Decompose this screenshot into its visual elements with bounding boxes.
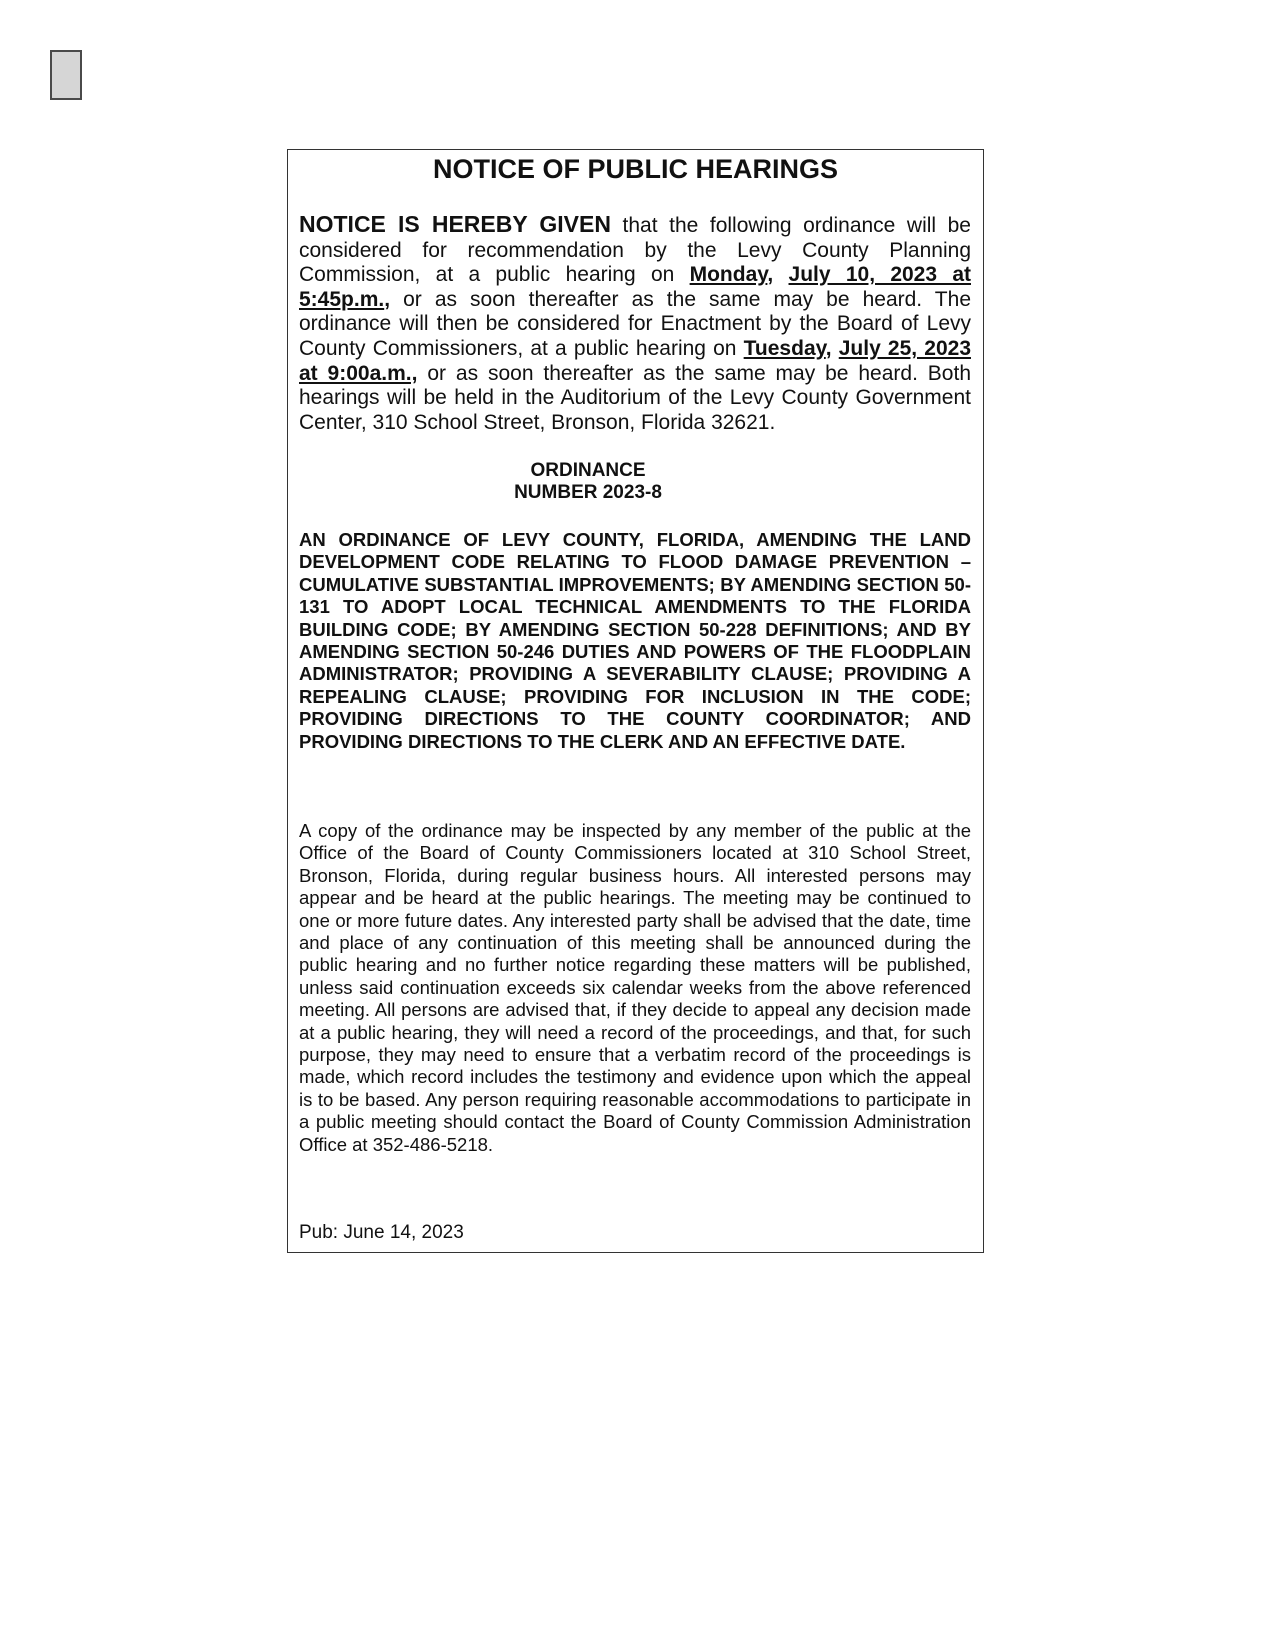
ordinance-heading	[288, 460, 888, 504]
planning-hearing-comma: ,	[384, 287, 391, 311]
publication-date: Pub: June 14, 2023	[299, 1222, 464, 1243]
intro-text-2: or as soon thereafter as the same may be heard. The ordinance will then be considered for Enactment by the Board of Levy County Commissioners, at a public hearing on	[299, 287, 971, 360]
planning-hearing-sep: ,	[767, 263, 789, 287]
intro-lead: NOTICE IS HEREBY GIVEN	[299, 211, 611, 237]
board-hearing-date: July 25, 2023 at 9:00a.m.,	[299, 336, 971, 385]
ordinance-title: AN ORDINANCE OF LEVY COUNTY, FLORIDA, AMENDING THE LAND DEVELOPMENT CODE RELATING TO FLOOD DAMAGE PREVENTION – CUMULATIVE SUBSTANTIAL IMPROVEMENTS; BY AMENDING SECTION 50-131 TO ADOPT LOCAL TECHNICAL AMENDMENTS TO THE FLORIDA BUILDING CODE; BY AMENDING SECTION 50-228 DEFINITIONS; AND BY AMENDING SECTION 50-246 DUTIES AND POWERS OF THE FLOODPLAIN ADMINISTRATOR; PROVIDING A SEVERABILITY CLAUSE; PROVIDING A REPEALING CLAUSE; PROVIDING FOR INCLUSION IN THE CODE; PROVIDING DIRECTIONS TO THE COUNTY COORDINATOR; AND PROVIDING DIRECTIONS TO THE CLERK AND AN EFFECTIVE DATE.	[299, 529, 971, 752]
intro-text-3: or as soon thereafter as the same may be heard. Both hearings will be held in the Auditorium of the Levy County Government Center, 310 School Street, Bronson, Florida 32621.	[299, 361, 971, 434]
planning-hearing-day: Monday	[689, 263, 768, 287]
board-hearing-sep: ,	[825, 336, 839, 360]
planning-hearing-date: July 10, 2023 at 5:45p.m.	[299, 263, 971, 311]
notice-box	[287, 149, 984, 1253]
ordinance-label: ORDINANCE	[530, 460, 646, 481]
page-corner-marker	[50, 50, 82, 100]
ordinance-number: NUMBER 2023-8	[514, 482, 662, 503]
notice-body: A copy of the ordinance may be inspected by any member of the public at the Office of the Board of County Commissioners located at 310 School Street, Bronson, Florida, during regular business hours. All interested persons may appear and be heard at the public hearings. The meeting may be continued to one or more future dates. Any interested party shall be advised that the date, time and place of any continuation of this meeting shall be announced during the public hearing and no further notice regarding these matters will be published, unless said continuation exceeds six calendar weeks from the above referenced meeting. All persons are advised that, if they decide to appeal any decision made at a public hearing, they will need a record of the proceedings, and that, for such purpose, they may need to ensure that a verbatim record of the proceedings is made, which record includes the testimony and evidence upon which the appeal is to be based. Any person requiring reasonable accommodations to participate in a public meeting should contact the Board of County Commission Administration Office at 352-486-5218.	[299, 820, 971, 1155]
board-hearing-day: Tuesday	[743, 336, 826, 360]
notice-title: NOTICE OF PUBLIC HEARINGS	[432, 154, 838, 184]
intro-paragraph	[299, 212, 971, 435]
intro-text-1: that the following ordinance will be considered for recommendation by the Levy County Planning Commission, at a public hearing on	[299, 214, 971, 287]
